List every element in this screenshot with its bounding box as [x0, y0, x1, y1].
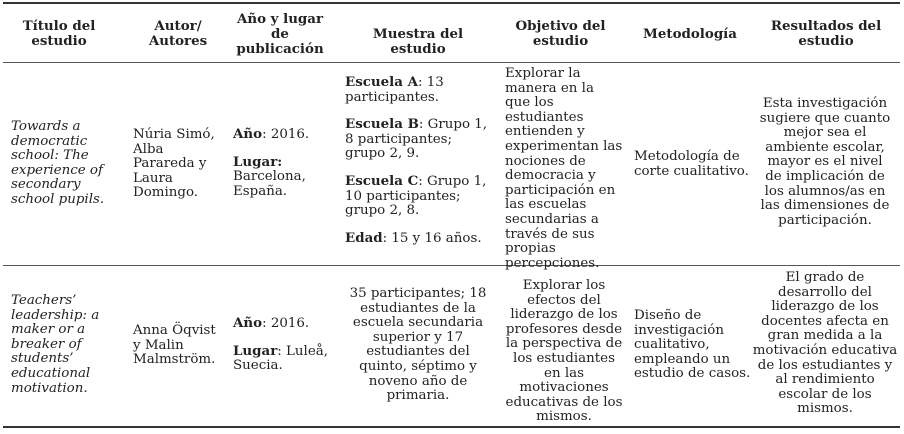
row2-titulo: Teachers’ leadership: a maker or a breaker of students’ educational motivation.	[11, 293, 100, 396]
row2-objetivo: Explorar los efectos del liderazgo de los profesores desde la perspectiva de los estudiantes en las motivaciones educativas de los mismos.	[505, 278, 623, 425]
table-bottom-rule	[3, 426, 900, 428]
row1-metodologia: Metodología de corte cualitativo.	[634, 149, 749, 179]
row1-muestra-a: Escuela A: 13 participantes.	[345, 74, 444, 105]
header-anio: Año y lugar de publicación	[236, 11, 324, 57]
row2-anio	[233, 316, 333, 374]
row2-lugar-line: Lugar: Luleå, Suecia.	[233, 342, 328, 374]
header-titulo: Título del estudio	[22, 18, 96, 49]
row1-anio-line: Año: 2016.	[233, 126, 310, 142]
row1-lugar-line: Lugar: Barcelona, España.	[233, 153, 306, 199]
header-resultados: Resultados del estudio	[770, 18, 882, 49]
table-top-rule	[3, 2, 900, 4]
row-separator-rule	[3, 265, 900, 266]
header-bottom-rule	[3, 62, 900, 63]
row1-muestra	[345, 75, 491, 246]
row2-resultados: El grado de desarrollo del liderazgo de los docentes afecta en gran medida a la motivación educativa de los estudiantes y al rendimiento escolar de los mismos.	[752, 270, 898, 417]
header-autor: Autor/ Autores	[148, 18, 208, 49]
row1-muestra-edad: Edad: 15 y 16 años.	[345, 229, 482, 246]
row1-anio	[233, 127, 333, 199]
header-muestra: Muestra del estudio	[372, 26, 464, 57]
row1-resultados: Esta investigación sugiere que cuanto mejor sea el ambiente escolar, mayor es el nivel de implicación de los alumnos/as en las dimensiones de participación.	[759, 96, 891, 228]
row2-autor: Anna Öqvist y Malin Malmström.	[133, 323, 216, 368]
header-objetivo: Objetivo del estudio	[515, 18, 606, 49]
row2-metodologia: Diseño de investigación cualitativo, empleando un estudio de casos.	[634, 308, 751, 382]
row2-muestra: 35 participantes; 18 estudiantes de la escuela secundaria superior y 17 estudiantes del quinto, séptimo y noveno año de primaria.	[349, 286, 487, 404]
row2-anio-line: Año: 2016.	[233, 315, 310, 331]
header-metodologia: Metodología	[643, 26, 737, 42]
row1-autor: Núria Simó, Alba Parareda y Laura Domingo.	[133, 127, 215, 201]
row1-muestra-b: Escuela B: Grupo 1, 8 participantes; grupo 2, 9.	[345, 116, 488, 162]
row1-titulo: Towards a democratic school: The experience of secondary school pupils.	[11, 119, 105, 207]
row1-muestra-c: Escuela C: Grupo 1, 10 participantes; grupo 2, 8.	[345, 172, 487, 219]
row1-objetivo: Explorar la manera en la que los estudiantes entienden y experimentan las nociones de democracia y participación en las escuelas secundarias a través de sus propias percepciones.	[505, 66, 623, 271]
